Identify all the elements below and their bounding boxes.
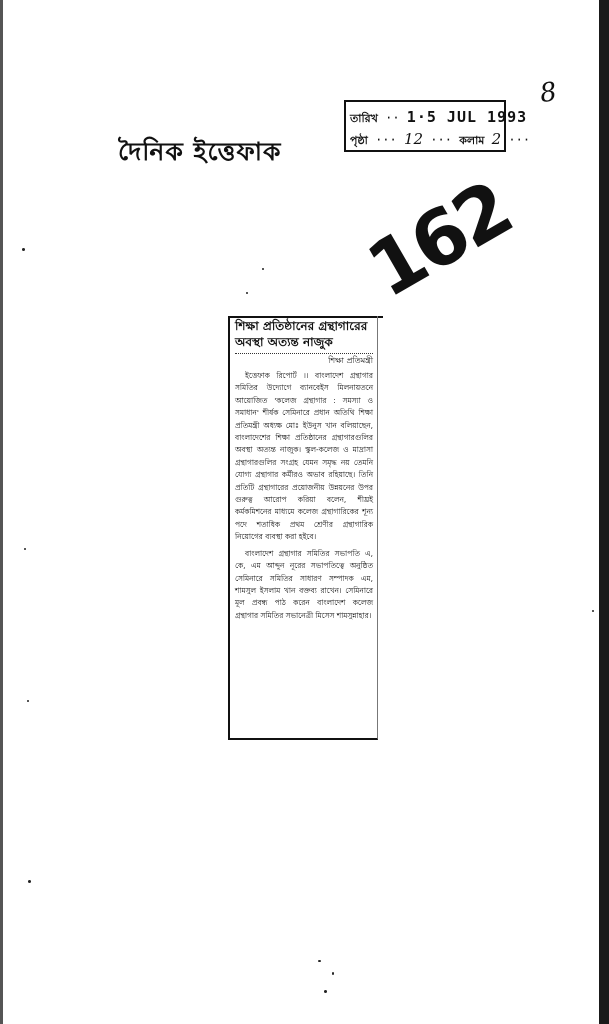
clipping-paragraph: বাংলাদেশ গ্রন্থাগার সমিতির সভাপতি এ, কে, এম আব্দুন নূরের সভাপতিত্বে অনুষ্ঠিত সেমিনারে সমিতির সাধারণ সম্পাদক এম, শামসুল ইসলাম খান বক্তব্য রাখেন। সেমিনারে মূল প্রবন্ধ পাঠ করেন বাংলাদেশ কলেজ গ্রন্থাগার সমিতির সভানেত্রী মিসেস শামসুন্নাহার। — [235, 548, 373, 620]
handwritten-number: 162 — [352, 164, 525, 315]
scan-left-edge — [0, 0, 3, 1024]
stamp-page-value: 12 — [403, 130, 424, 148]
stamp-date-row: তারিখ ·· 1·5 JUL 1993 — [350, 108, 528, 126]
scan-right-edge — [599, 0, 609, 1024]
stamp-column-label: কলাম — [459, 134, 485, 147]
scan-speck — [27, 700, 29, 702]
scan-speck — [246, 292, 248, 294]
corner-page-number: 8 — [537, 76, 559, 110]
clipping-body — [235, 370, 373, 622]
scan-speck — [592, 610, 594, 612]
news-clipping — [228, 316, 378, 740]
clipping-byline-tag: শিক্ষা প্রতিমন্ত্রী — [235, 353, 373, 368]
clipping-headline: শিক্ষা প্রতিষ্ঠানের গ্রন্থাগারের অবস্থা অত্যন্ত নাজুক — [235, 319, 368, 349]
scan-speck — [28, 880, 31, 883]
stamp-page-label: পৃষ্ঠা — [350, 134, 368, 147]
stamp-date-label: তারিখ — [350, 112, 378, 125]
scan-speck — [22, 248, 25, 251]
scan-speck — [24, 548, 26, 550]
clipping-paragraph: ইত্তেফাক রিপোর্ট ।। বাংলাদেশ গ্রন্থাগার সমিতির উদ্যোগে ব্যানবেইস মিলনায়তনে আয়োজিত 'কলেজ গ্রন্থাগার : সমস্যা ও সমাধান' শীর্ষক সেমিনারে প্রধান অতিথি শিক্ষা প্রতিমন্ত্রী অধ্যক্ষ মোঃ ইউনুস খান বলিয়াছেন, বাংলাদেশের শিক্ষা প্রতিষ্ঠানের গ্রন্থাগারগুলির অবস্থা অত্যন্ত নাজুক। স্কুল-কলেজ ও মাদ্রাসা গ্রন্থাগারগুলির সংগ্রহ যেমন সমৃদ্ধ নয় তেমনি যোগ্য গ্রন্থাগার কর্মীরও অভাব রহিয়াছে। তিনি প্রতিটি গ্রন্থাগারের প্রয়োজনীয় উন্নয়নের উপর গুরুত্ব আরোপ করিয়া বলেন, শীঘ্রই কর্মকমিশনের মাধ্যমে কলেজ গ্রন্থাগারিকের শূন্য পদে শতাধিক প্রথম শ্রেণীর গ্রন্থাগারিক নিয়োগের ব্যবস্থা করা হইবে। — [235, 371, 373, 542]
scan-speck — [262, 268, 264, 270]
stamp-page-row: পৃষ্ঠা ··· 12 ··· কলাম 2 ··· — [350, 130, 531, 148]
date-stamp — [344, 100, 531, 152]
scan-speck — [332, 972, 334, 975]
scan-speck — [324, 990, 327, 993]
scan-speck — [318, 960, 321, 962]
stamp-date-value: 1·5 JUL 1993 — [406, 108, 528, 126]
newspaper-masthead: দৈনিক ইত্তেফাক — [118, 137, 282, 166]
stamp-column-value: 2 — [491, 130, 502, 148]
